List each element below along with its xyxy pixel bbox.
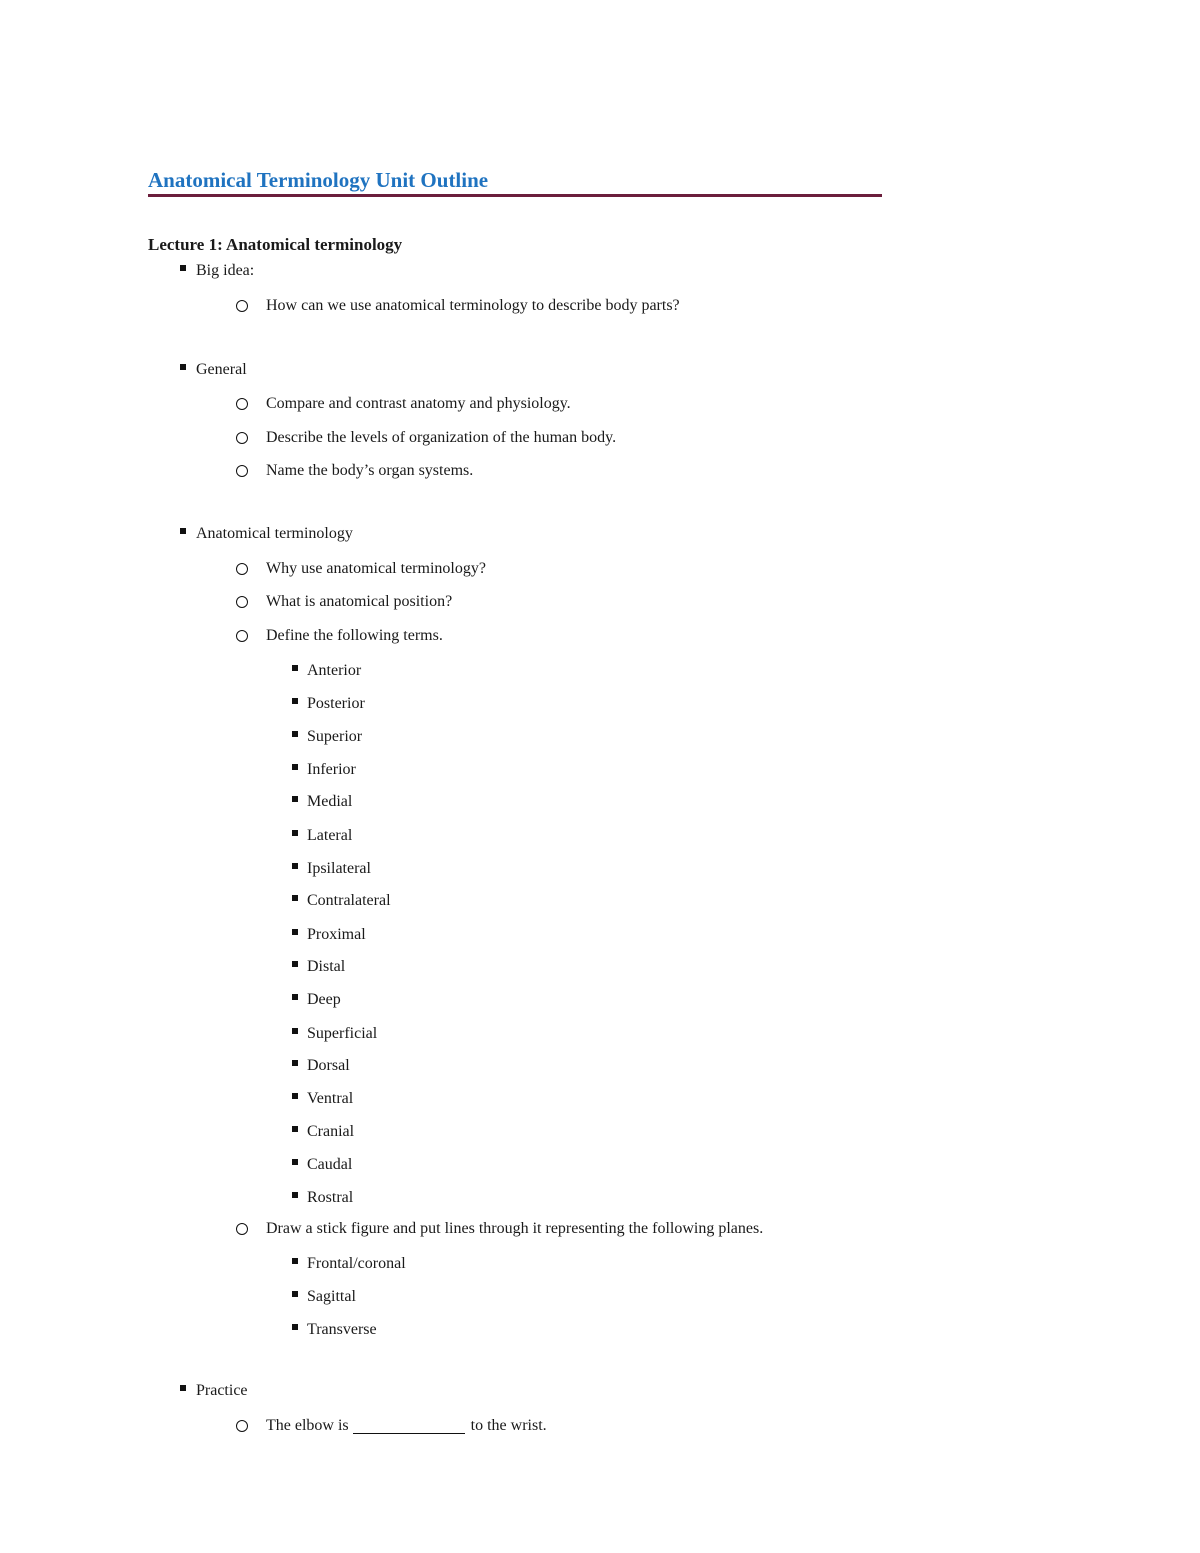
circle-bullet-icon xyxy=(236,465,248,477)
plane-text: Frontal/coronal xyxy=(307,1255,406,1272)
term-item xyxy=(292,695,365,713)
term-text: Deep xyxy=(307,991,341,1008)
circle-bullet-icon xyxy=(236,432,248,444)
term-text: Anterior xyxy=(307,662,362,679)
outline-item-practice xyxy=(180,1382,248,1400)
title-underline-rule xyxy=(148,194,882,197)
practice-text-after: to the wrist. xyxy=(470,1417,547,1434)
square-bullet-icon xyxy=(180,528,186,534)
square-bullet-icon xyxy=(292,1192,298,1198)
square-bullet-icon xyxy=(292,1324,298,1330)
outline-subitem-text: Describe the levels of organization of the human body. xyxy=(266,429,617,446)
outline-item-general xyxy=(180,361,247,379)
outline-subitem xyxy=(236,429,616,447)
lecture-heading: Lecture 1: Anatomical terminology xyxy=(148,235,403,254)
outline-item-big-idea xyxy=(180,262,254,280)
plane-item xyxy=(292,1255,406,1273)
term-text: Ventral xyxy=(307,1090,354,1107)
circle-bullet-icon xyxy=(236,596,248,608)
term-item xyxy=(292,1156,352,1174)
term-text: Cranial xyxy=(307,1123,355,1140)
plane-item xyxy=(292,1321,377,1339)
square-bullet-icon xyxy=(292,698,298,704)
outline-subitem-text: Define the following terms. xyxy=(266,627,443,644)
square-bullet-icon xyxy=(292,1028,298,1034)
term-item xyxy=(292,1090,353,1108)
circle-bullet-icon xyxy=(236,563,248,575)
term-text: Superior xyxy=(307,728,363,745)
plane-item xyxy=(292,1288,356,1306)
outline-subitem xyxy=(236,627,443,645)
outline-subitem xyxy=(236,560,486,578)
term-text: Distal xyxy=(307,958,346,975)
outline-subitem-text: Draw a stick figure and put lines through it representing the following planes. xyxy=(266,1220,764,1237)
outline-item-anatomical-terminology xyxy=(180,525,353,543)
term-item xyxy=(292,892,391,910)
square-bullet-icon xyxy=(292,929,298,935)
outline-subitem xyxy=(236,462,473,480)
plane-text: Transverse xyxy=(307,1321,377,1338)
term-text: Superficial xyxy=(307,1025,378,1042)
circle-bullet-icon xyxy=(236,398,248,410)
square-bullet-icon xyxy=(292,1258,298,1264)
square-bullet-icon xyxy=(180,265,186,271)
term-item xyxy=(292,1189,353,1207)
term-text: Medial xyxy=(307,793,353,810)
term-item xyxy=(292,793,352,811)
outline-subitem-text: Why use anatomical terminology? xyxy=(266,560,486,577)
term-item xyxy=(292,860,371,878)
outline-subitem-text: Compare and contrast anatomy and physiology. xyxy=(266,395,571,412)
term-item xyxy=(292,728,362,746)
square-bullet-icon xyxy=(292,895,298,901)
term-text: Rostral xyxy=(307,1189,354,1206)
square-bullet-icon xyxy=(292,764,298,770)
practice-question xyxy=(236,1417,547,1435)
square-bullet-icon xyxy=(180,364,186,370)
circle-bullet-icon xyxy=(236,1223,248,1235)
outline-subitem xyxy=(236,395,571,413)
square-bullet-icon xyxy=(292,1159,298,1165)
term-text: Dorsal xyxy=(307,1057,350,1074)
term-text: Contralateral xyxy=(307,892,391,909)
term-item xyxy=(292,991,341,1009)
practice-text-before: The elbow is xyxy=(266,1417,349,1434)
term-item xyxy=(292,1057,350,1075)
square-bullet-icon xyxy=(292,863,298,869)
term-item xyxy=(292,958,345,976)
term-item xyxy=(292,827,352,845)
square-bullet-icon xyxy=(292,1291,298,1297)
outline-subitem-text: What is anatomical position? xyxy=(266,593,453,610)
square-bullet-icon xyxy=(292,731,298,737)
square-bullet-icon xyxy=(292,796,298,802)
outline-subitem xyxy=(236,297,680,315)
square-bullet-icon xyxy=(292,994,298,1000)
square-bullet-icon xyxy=(292,1126,298,1132)
term-item xyxy=(292,926,366,944)
outline-item-label: General xyxy=(196,361,247,378)
term-text: Inferior xyxy=(307,761,356,778)
square-bullet-icon xyxy=(292,830,298,836)
document-title: Anatomical Terminology Unit Outline xyxy=(148,168,489,192)
circle-bullet-icon xyxy=(236,630,248,642)
term-item xyxy=(292,662,361,680)
term-text: Caudal xyxy=(307,1156,353,1173)
term-text: Proximal xyxy=(307,926,366,943)
square-bullet-icon xyxy=(180,1385,186,1391)
plane-text: Sagittal xyxy=(307,1288,356,1305)
circle-bullet-icon xyxy=(236,300,248,312)
term-item xyxy=(292,1025,377,1043)
outline-item-label: Big idea: xyxy=(196,262,255,279)
term-item xyxy=(292,761,356,779)
outline-subitem xyxy=(236,593,452,611)
outline-subitem-text: Name the body’s organ systems. xyxy=(266,462,474,479)
square-bullet-icon xyxy=(292,1093,298,1099)
outline-subitem xyxy=(236,1220,763,1238)
square-bullet-icon xyxy=(292,961,298,967)
outline-subitem-text: How can we use anatomical terminology to describe body parts? xyxy=(266,297,680,314)
fill-in-blank xyxy=(353,1419,465,1434)
term-text: Ipsilateral xyxy=(307,860,371,877)
square-bullet-icon xyxy=(292,665,298,671)
outline-item-label: Anatomical terminology xyxy=(196,525,353,542)
term-text: Lateral xyxy=(307,827,353,844)
outline-item-label: Practice xyxy=(196,1382,248,1399)
circle-bullet-icon xyxy=(236,1420,248,1432)
square-bullet-icon xyxy=(292,1060,298,1066)
term-item xyxy=(292,1123,354,1141)
term-text: Posterior xyxy=(307,695,365,712)
